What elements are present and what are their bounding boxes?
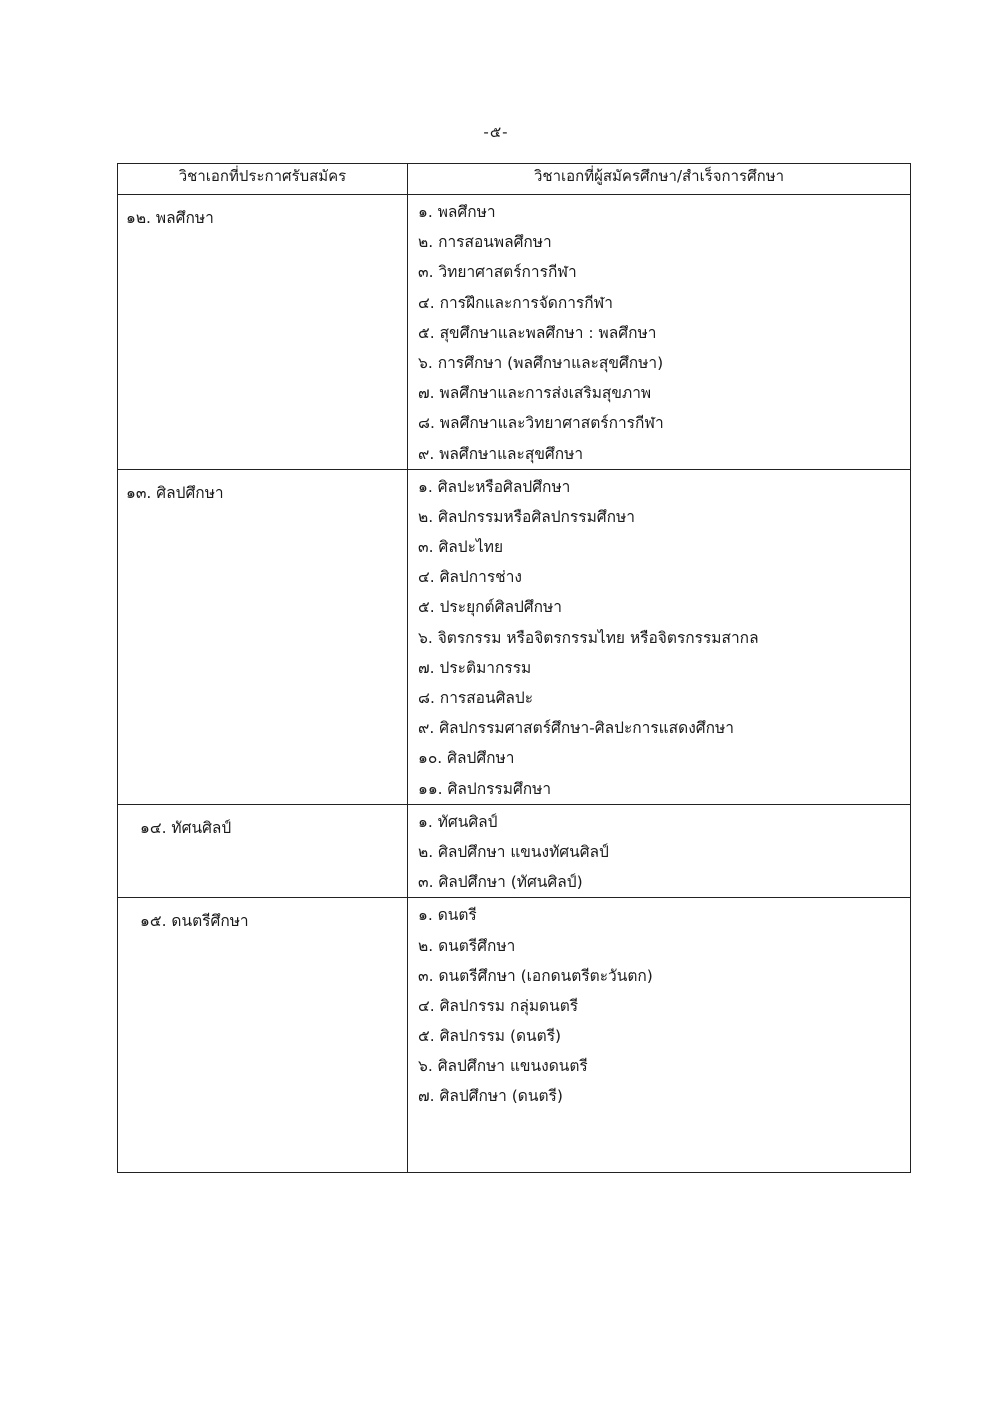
list-item: ๓. ศิลปศึกษา (ทัศนศิลป์) xyxy=(418,873,583,892)
list-item: ๙. พลศึกษาและสุขศึกษา xyxy=(418,444,584,463)
header-applicant-major: วิชาเอกที่ผู้สมัครศึกษา/สำเร็จการศึกษา xyxy=(408,164,911,195)
list-item: ๙. ศิลปกรรมศาสตร์ศึกษา-ศิลปะการแสดงศึกษา xyxy=(418,719,734,738)
list-item: ๔. ศิลปกรรม กลุ่มดนตรี xyxy=(418,996,579,1015)
list-item: ๕. สุขศึกษาและพลศึกษา : พลศึกษา xyxy=(418,323,657,342)
list-item: ๖. ศิลปศึกษา แขนงดนตรี xyxy=(418,1057,588,1076)
list-item: ๘. การสอนศิลปะ xyxy=(418,689,534,707)
sub-majors-cell xyxy=(408,804,911,898)
sub-major-list xyxy=(418,807,910,898)
header-announced-major: วิชาเอกที่ประกาศรับสมัคร xyxy=(118,164,408,195)
list-item: ๑. ศิลปะหรือศิลปศึกษา xyxy=(418,477,571,496)
table-header-row xyxy=(118,164,911,195)
list-item: ๗. พลศึกษาและการส่งเสริมสุขภาพ xyxy=(418,384,652,403)
list-item: ๔. ศิลปการช่าง xyxy=(418,568,522,587)
list-item: ๑. ดนตรี xyxy=(418,906,477,925)
list-item: ๗. ประติมากรรม xyxy=(418,658,532,677)
list-item: ๒. ศิลปกรรมหรือศิลปกรรมศึกษา xyxy=(418,507,635,526)
list-item: ๒. ดนตรีศึกษา xyxy=(418,936,516,955)
sub-major-list xyxy=(418,472,910,804)
list-item: ๑. พลศึกษา xyxy=(418,203,496,221)
list-item: ๕. ประยุกต์ศิลปศึกษา xyxy=(418,598,562,617)
list-item: ๘. พลศึกษาและวิทยาศาสตร์การกีฬา xyxy=(418,414,664,433)
list-item: ๖. จิตรกรรม หรือจิตรกรรมไทย หรือจิตรกรรมสากล xyxy=(418,628,759,647)
table-row xyxy=(118,469,911,804)
list-item: ๖. การศึกษา (พลศึกษาและสุขศึกษา) xyxy=(418,353,664,372)
major-cell: ๑๒. พลศึกษา xyxy=(118,195,408,470)
sub-majors-cell xyxy=(408,195,911,470)
sub-majors-cell xyxy=(408,898,911,1173)
table-row xyxy=(118,804,911,898)
sub-major-list xyxy=(418,197,910,469)
majors-table xyxy=(117,163,911,1173)
list-item: ๓. ดนตรีศึกษา (เอกดนตรีตะวันตก) xyxy=(418,966,653,985)
list-item: ๕. ศิลปกรรม (ดนตรี) xyxy=(418,1027,562,1046)
list-item: ๑๐. ศิลปศึกษา xyxy=(418,749,515,768)
major-cell: ๑๔. ทัศนศิลป์ xyxy=(118,804,408,898)
list-item: ๑๑. ศิลปกรรมศึกษา xyxy=(418,779,552,798)
major-cell: ๑๕. ดนตรีศึกษา xyxy=(118,898,408,1173)
list-item: ๑. ทัศนศิลป์ xyxy=(418,812,498,831)
list-item: ๒. ศิลปศึกษา แขนงทัศนศิลป์ xyxy=(418,842,609,861)
list-item: ๓. วิทยาศาสตร์การกีฬา xyxy=(418,263,577,282)
table-row xyxy=(118,898,911,1173)
list-item: ๒. การสอนพลศึกษา xyxy=(418,233,552,252)
table-row xyxy=(118,195,911,470)
list-item: ๓. ศิลปะไทย xyxy=(418,538,504,557)
list-item: ๗. ศิลปศึกษา (ดนตรี) xyxy=(418,1087,563,1106)
sub-major-list xyxy=(418,900,910,1111)
page-number: -๕- xyxy=(483,123,509,141)
list-item: ๔. การฝึกและการจัดการกีฬา xyxy=(418,293,613,312)
sub-majors-cell xyxy=(408,469,911,804)
major-cell: ๑๓. ศิลปศึกษา xyxy=(118,469,408,804)
